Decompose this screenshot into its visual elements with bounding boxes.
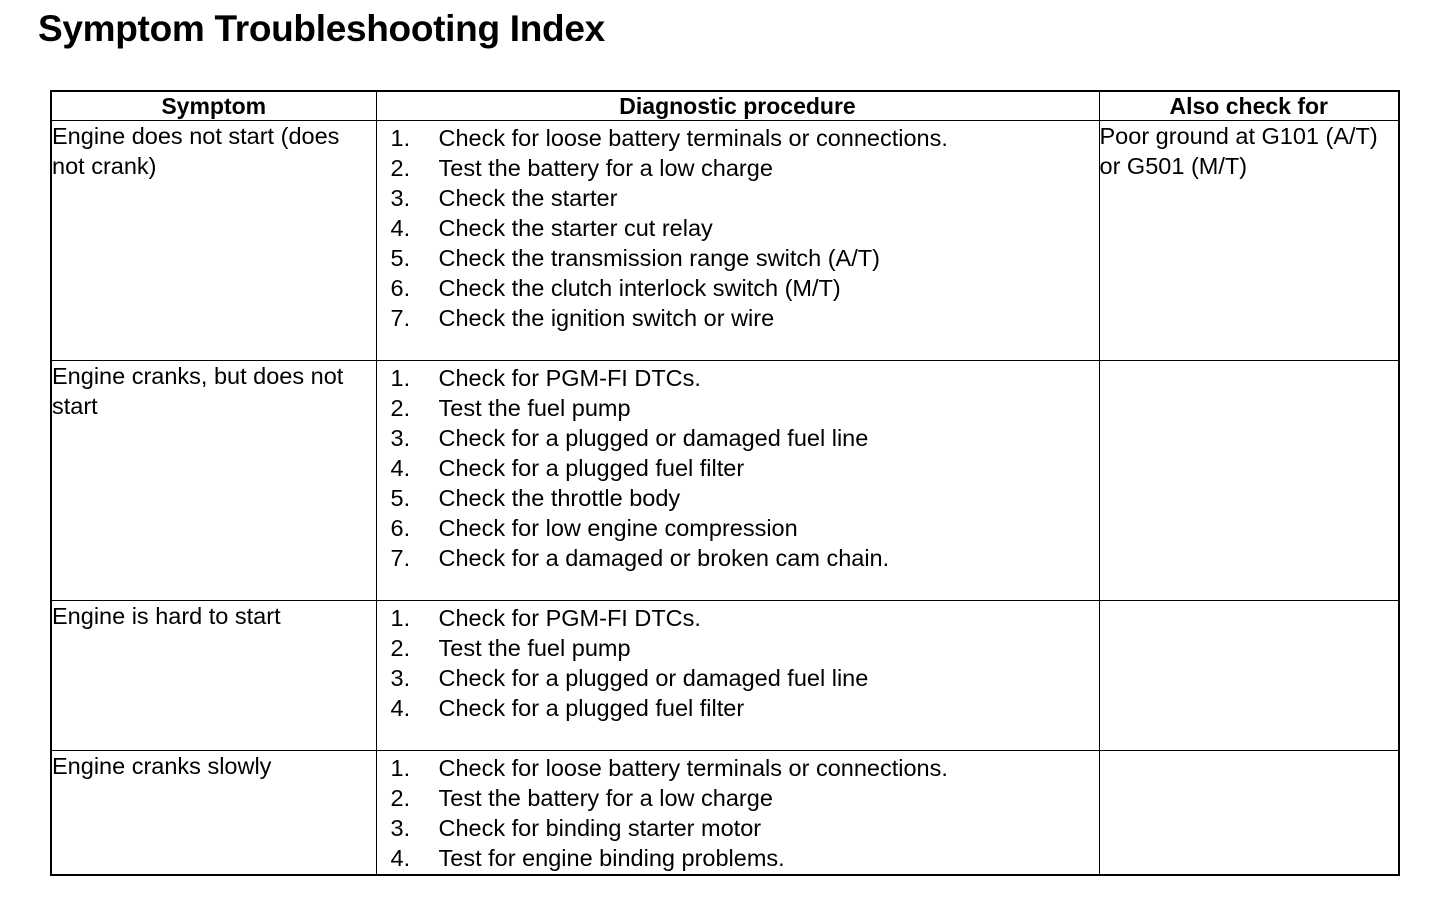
step-text: Check for a plugged or damaged fuel line [438, 425, 869, 451]
step-number: 6. [390, 275, 411, 301]
procedure-cell [376, 601, 1099, 751]
step-number: 2. [390, 395, 411, 421]
step-text: Check for loose battery terminals or connections. [438, 755, 948, 781]
procedure-step [391, 693, 1099, 723]
symptom-cell: Engine is hard to start [51, 601, 376, 751]
step-text: Check for low engine compression [438, 515, 798, 541]
step-number: 1. [390, 125, 411, 151]
also-check-cell [1099, 601, 1399, 751]
header-diagnostic-procedure: Diagnostic procedure [376, 91, 1099, 121]
procedure-step [391, 273, 1099, 303]
step-text: Check for a plugged fuel filter [438, 455, 745, 481]
step-text: Check for a plugged or damaged fuel line [438, 665, 869, 691]
step-text: Check for a plugged fuel filter [438, 695, 745, 721]
table-row [51, 751, 1399, 875]
step-number: 4. [390, 695, 411, 721]
procedure-cell [376, 121, 1099, 361]
step-text: Check the transmission range switch (A/T) [438, 245, 880, 271]
step-number: 2. [390, 785, 411, 811]
step-text: Test the fuel pump [438, 635, 631, 661]
step-number: 5. [390, 485, 411, 511]
step-text: Check for PGM-FI DTCs. [438, 365, 701, 391]
procedure-step [391, 843, 1099, 873]
step-text: Test the battery for a low charge [438, 785, 773, 811]
step-text: Check for loose battery terminals or connections. [438, 125, 948, 151]
header-row [51, 91, 1399, 121]
procedure-step [391, 183, 1099, 213]
procedure-list [377, 751, 1099, 873]
step-number: 3. [390, 815, 411, 841]
step-number: 3. [390, 425, 411, 451]
step-number: 3. [390, 185, 411, 211]
symptom-cell: Engine cranks, but does not start [51, 361, 376, 601]
step-number: 5. [390, 245, 411, 271]
step-number: 3. [390, 665, 411, 691]
also-check-cell [1099, 751, 1399, 875]
header-also-check-for: Also check for [1099, 91, 1399, 121]
procedure-step [391, 153, 1099, 183]
step-text: Check for binding starter motor [438, 815, 762, 841]
step-text: Test for engine binding problems. [438, 845, 785, 871]
procedure-cell [376, 751, 1099, 875]
procedure-step [391, 783, 1099, 813]
procedure-step [391, 453, 1099, 483]
symptom-cell: Engine does not start (does not crank) [51, 121, 376, 361]
procedure-step [391, 243, 1099, 273]
step-text: Test the fuel pump [438, 395, 631, 421]
procedure-list [377, 361, 1099, 573]
step-number: 2. [390, 155, 411, 181]
step-number: 6. [390, 515, 411, 541]
step-number: 7. [390, 545, 411, 571]
step-text: Check for a damaged or broken cam chain. [438, 545, 890, 571]
table-row [51, 121, 1399, 361]
procedure-step [391, 363, 1099, 393]
procedure-step [391, 663, 1099, 693]
procedure-step [391, 513, 1099, 543]
step-number: 4. [390, 455, 411, 481]
procedure-cell [376, 361, 1099, 601]
step-number: 2. [390, 635, 411, 661]
procedure-step [391, 123, 1099, 153]
procedure-step [391, 813, 1099, 843]
step-number: 7. [390, 305, 411, 331]
step-number: 1. [390, 755, 411, 781]
step-text: Check the starter cut relay [438, 215, 713, 241]
step-text: Check for PGM-FI DTCs. [438, 605, 701, 631]
procedure-step [391, 753, 1099, 783]
step-text: Check the starter [438, 185, 618, 211]
table-row [51, 601, 1399, 751]
procedure-step [391, 603, 1099, 633]
procedure-list [377, 601, 1099, 723]
page-title: Symptom Troubleshooting Index [38, 8, 605, 49]
step-number: 4. [390, 215, 411, 241]
step-number: 1. [390, 365, 411, 391]
procedure-step [391, 393, 1099, 423]
procedure-list [377, 121, 1099, 333]
procedure-step [391, 543, 1099, 573]
procedure-step [391, 303, 1099, 333]
step-text: Check the clutch interlock switch (M/T) [438, 275, 841, 301]
step-number: 1. [390, 605, 411, 631]
also-check-cell [1099, 361, 1399, 601]
table-row [51, 361, 1399, 601]
symptom-cell: Engine cranks slowly [51, 751, 376, 875]
step-text: Test the battery for a low charge [438, 155, 773, 181]
step-number: 4. [390, 845, 411, 871]
symptom-index-table [50, 90, 1400, 876]
step-text: Check the throttle body [438, 485, 681, 511]
also-check-cell: Poor ground at G101 (A/T) or G501 (M/T) [1099, 121, 1399, 361]
procedure-step [391, 483, 1099, 513]
step-text: Check the ignition switch or wire [438, 305, 775, 331]
procedure-step [391, 633, 1099, 663]
header-symptom: Symptom [51, 91, 376, 121]
procedure-step [391, 213, 1099, 243]
procedure-step [391, 423, 1099, 453]
